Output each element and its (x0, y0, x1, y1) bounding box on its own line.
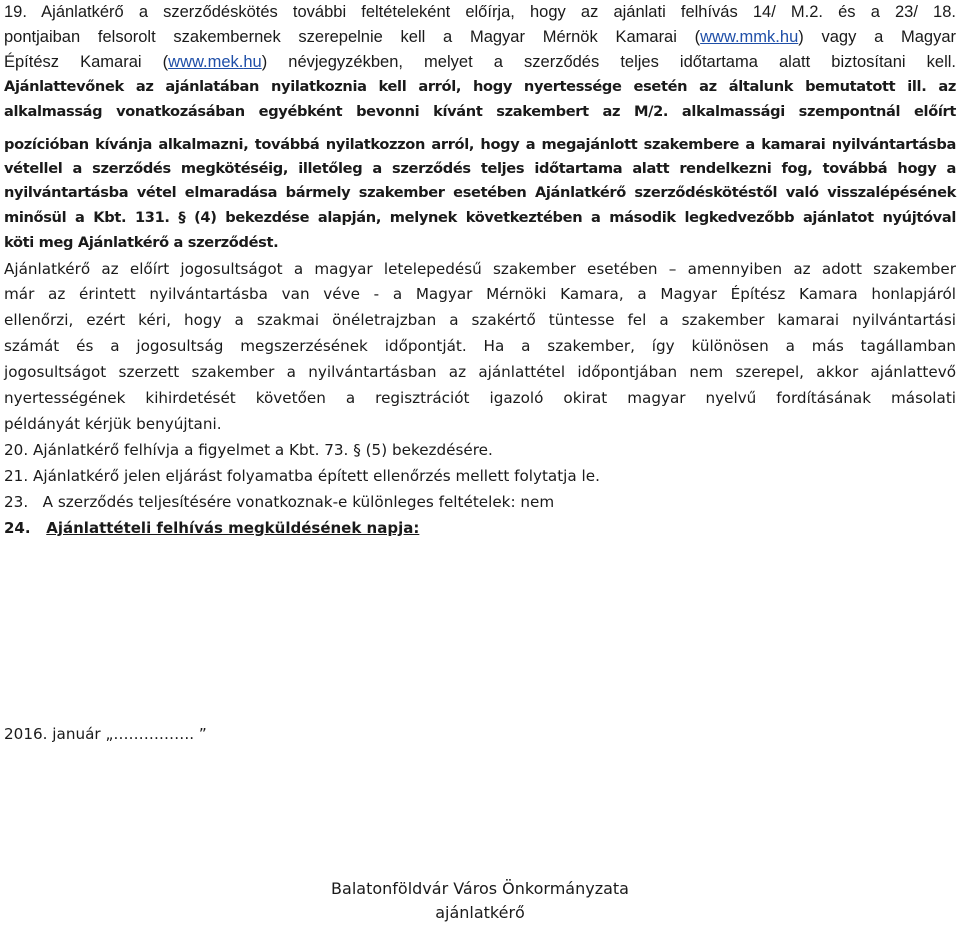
bold-paragraph-line: minősül a Kbt. 131. § (4) bekezdése alapján, melynek következtében a második legkedvezőbb ajánlatot nyújtóval (4, 209, 956, 226)
bold-paragraph-line: alkalmasság vonatkozásában egyébként bevonni kívánt szakembert az M/2. alkalmassági szempontnál előírt (4, 103, 956, 120)
paragraph-line: ellenőrzi, ezért kéri, hogy a szakmai önéletrajzban a szakértő tüntesse fel a szakember kamarai nyilvántartási (4, 311, 956, 329)
item-23-number: 23. (4, 493, 29, 511)
item-21-number: 21. (4, 467, 29, 485)
bold-paragraph-line: Ajánlattevőnek az ajánlatában nyilatkoznia kell arról, hogy nyertessége esetén az általunk bemutatott ill. az (4, 78, 956, 95)
signature-role: ajánlatkérő (435, 903, 525, 922)
item-19-text-2a: pontjaiban felsorolt szakembernek szerepelnie kell a Magyar Mérnök Kamarai ( (4, 28, 701, 46)
item-24 (4, 516, 419, 540)
bold-paragraph-line: nyilvántartásba vétel elmaradása bármely szakember esetében Ajánlatkérő szerződéskötéstől való visszalépésének (4, 184, 956, 201)
paragraph-line: jogosultságot szerzett szakember a nyilvántartásban az ajánlattétel időpontjában nem szerepel, akkor ajánlattevő (4, 363, 956, 381)
bold-paragraph-line-last: köti meg Ajánlatkérő a szerződést. (4, 234, 279, 251)
paragraph-line: Ajánlatkérő az előírt jogosultságot a magyar letelepedésű szakember esetében – amennyiben az adott szakember (4, 260, 956, 278)
item-19-line-2 (4, 25, 956, 49)
item-20-number: 20. (4, 441, 29, 459)
item-21 (4, 464, 600, 488)
paragraph-line: nyertességének kihirdetését követően a regisztrációt igazoló okirat magyar nyelvű fordításának másolati (4, 389, 956, 407)
bold-paragraph-line: vétellel a szerződés megkötéséig, illetőleg a szerződés teljes időtartama alatt rendelkezni fog, továbbá hogy a (4, 160, 956, 177)
item-19-text-2b: ) vagy a Magyar (798, 28, 956, 46)
item-19-line-1 (4, 0, 956, 24)
paragraph-line: számát és a jogosultság megszerzésének időpontját. Ha a szakember, így különösen a más tagállamban (4, 337, 956, 355)
item-23 (4, 490, 554, 514)
item-20 (4, 438, 493, 462)
item-24-number: 24. (4, 519, 31, 537)
item-19-text-1: 19. Ajánlatkérő a szerződéskötés további feltételeként előírja, hogy az ajánlati felhívás 14/ M.2. és a 23/ 18. (4, 3, 956, 21)
paragraph-line: már az érintett nyilvántartásba van véve - a Magyar Mérnöki Kamara, a Magyar Építész Kamara honlapjáról (4, 285, 956, 303)
item-19-text-3a: Építész Kamarai ( (4, 53, 169, 71)
mek-link[interactable]: www.mek.hu (168, 53, 262, 71)
date-line: 2016. január „……………. ” (4, 725, 207, 743)
item-23-text: A szerződés teljesítésére vonatkoznak-e különleges feltételek: nem (42, 493, 555, 511)
item-19-line-3 (4, 50, 956, 74)
signature-organization: Balatonföldvár Város Önkormányzata (331, 879, 629, 898)
item-21-text: Ajánlatkérő jelen eljárást folyamatba épített ellenőrzés mellett folytatja le. (32, 467, 600, 485)
bold-paragraph-line: pozícióban kívánja alkalmazni, továbbá nyilatkozzon arról, hogy a megajánlott szakembere a kamarai nyilvántartásba (4, 136, 956, 153)
item-19-text-3b: ) névjegyzékben, melyet a szerződés teljes időtartama alatt biztosítani kell. (261, 53, 956, 71)
item-24-text: Ajánlattételi felhívás megküldésének napja: (46, 519, 420, 537)
item-20-text: Ajánlatkérő felhívja a figyelmet a Kbt. 73. § (5) bekezdésére. (32, 441, 493, 459)
mmk-link[interactable]: www.mmk.hu (700, 28, 799, 46)
paragraph-line-last: példányát kérjük benyújtani. (4, 415, 222, 433)
